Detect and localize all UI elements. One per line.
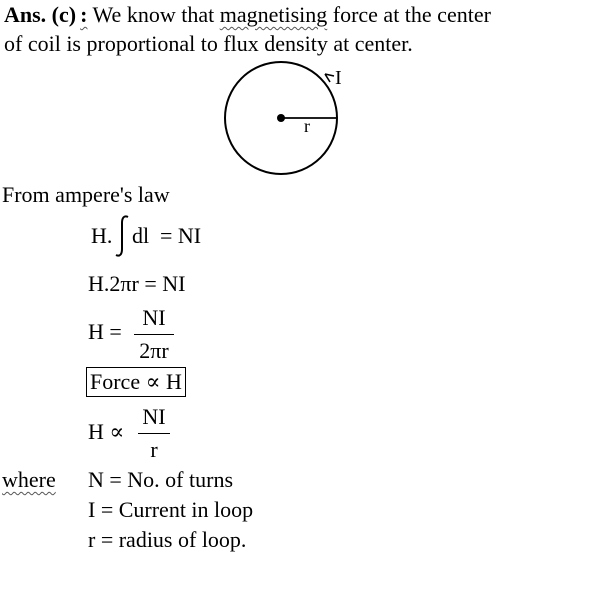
- coil-diagram: [220, 60, 350, 180]
- eq3-denominator: 2πr: [139, 338, 169, 363]
- answer-text-a: We know that: [92, 2, 220, 27]
- current-arrow-icon: [325, 74, 334, 82]
- equation-4: [86, 371, 186, 393]
- current-label: I: [335, 67, 342, 89]
- eq5-bar: [138, 433, 170, 434]
- equation-1: [91, 225, 112, 247]
- answer-prefix: Ans. (c): [4, 2, 77, 27]
- radius-label: r: [304, 116, 310, 136]
- eq4-boxed: Force ∝ H: [86, 367, 186, 397]
- answer-line-2: of coil is proportional to flux density at center.: [4, 31, 413, 56]
- answer-text-squiggle: magnetising: [219, 2, 328, 27]
- eq3-fraction: [134, 305, 174, 364]
- answer-text-b: force at the center: [327, 2, 491, 27]
- where-item-1: N = No. of turns: [88, 467, 234, 492]
- where-item-3: r = radius of loop.: [88, 527, 247, 552]
- answer-colon: :: [80, 2, 88, 27]
- eq5-denominator: r: [150, 437, 158, 462]
- answer-line-1: [4, 4, 491, 26]
- where-item-2: I = Current in loop: [88, 497, 254, 522]
- eq1-integrand: dl: [132, 223, 150, 248]
- eq1-right: = NI: [160, 223, 202, 248]
- where-label: where: [2, 467, 56, 492]
- equation-2: H.2πr = NI: [88, 271, 186, 296]
- eq5-numerator: NI: [142, 404, 166, 429]
- eq5-fraction: [138, 404, 170, 463]
- eq3-left: H =: [88, 319, 122, 344]
- eq3-bar: [134, 334, 174, 335]
- eq5-left: H ∝: [88, 419, 125, 444]
- eq3-numerator: NI: [142, 305, 166, 330]
- eq1-left: H.: [91, 223, 113, 248]
- derivation-heading: From ampere's law: [2, 182, 170, 207]
- integral-icon: [112, 214, 132, 258]
